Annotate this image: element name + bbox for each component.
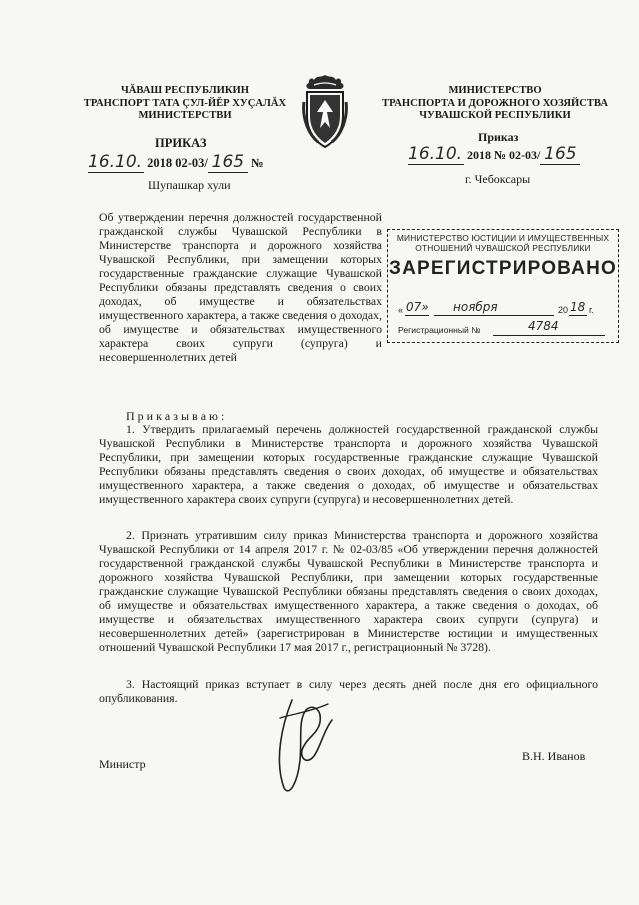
right-number-text: 2018 № 02-03/ bbox=[467, 148, 541, 162]
right-date-handwritten: 16.10. bbox=[408, 144, 463, 164]
stamp-year-prefix: 20 bbox=[558, 305, 569, 315]
paragraph-3: 3. Настоящий приказ вступает в силу через десять дней после дня его официального опубликования. bbox=[99, 677, 598, 705]
signer-name: В.Н. Иванов bbox=[522, 749, 586, 763]
left-number-text: 2018 02-03/ bbox=[147, 156, 208, 170]
stamp-reg-line bbox=[493, 335, 605, 336]
left-number-handwritten: 165 bbox=[208, 152, 248, 173]
stamp-day-line bbox=[405, 315, 429, 316]
left-number-sign: № bbox=[251, 156, 264, 170]
stamp-year-suffix: г. bbox=[589, 305, 594, 315]
right-number-handwritten: 165 bbox=[540, 144, 580, 165]
header-right bbox=[380, 85, 610, 123]
stamp-month: ноября bbox=[453, 300, 498, 314]
signature-mark bbox=[262, 690, 342, 800]
header-left bbox=[70, 85, 300, 123]
right-order-number bbox=[408, 144, 580, 165]
stamp-year: 18 bbox=[570, 300, 586, 314]
coat-of-arms-emblem bbox=[300, 72, 350, 152]
signer-position: Министр bbox=[99, 757, 146, 771]
left-order-title: ПРИКАЗ bbox=[155, 136, 207, 150]
document-title-block: Об утверждении перечня должностей государственной гражданской службы Чувашской Республики в Министерстве транспорта и дорожного хозяйства Чувашской Республики, при замещении которых государственные гражданские служащие Чувашской Республики обязаны представлять сведения о своих доходах, об имуществе и обязательствах имущественного характера, а также сведения о доходах, об имуществе и обязательствах имущественного характера своих супруги (супруга) и несовершеннолетних детей bbox=[99, 210, 382, 364]
left-city: Шупашкар хули bbox=[148, 178, 231, 192]
registration-stamp bbox=[387, 229, 619, 343]
paragraph-2: 2. Признать утратившим силу приказ Министерства транспорта и дорожного хозяйства Чувашской Республики от 14 апреля 2017 г. № 02-03/85 «Об утверждении перечня должностей государственной гражданской службы Чувашской Республики в Министерстве транспорта и дорожного хозяйства Чувашской Республики, при замещении которых государственные гражданские служащие Чувашской Республики обязаны представлять сведения о своих доходах, об имуществе и обязательствах имущественного характера, а также сведения о доходах, об имуществе и обязательствах имущественного характера своих супруги (супруга) и несовершеннолетних детей» (зарегистрирован в Министерстве юстиции и имущественных отношений Чувашской Республики 17 мая 2017 г., регистрационный № 3728). bbox=[99, 528, 598, 654]
stamp-day-prefix: « bbox=[398, 305, 404, 315]
order-word: П р и к а з ы в а ю : bbox=[126, 409, 225, 423]
right-city: г. Чебоксары bbox=[465, 172, 531, 186]
stamp-reg-row bbox=[398, 319, 608, 338]
left-date-handwritten: 16.10. bbox=[88, 152, 143, 172]
paragraph-1: 1. Утвердить прилагаемый перечень должностей государственной гражданской службы Чувашской Республики в Министерстве транспорта и дорожного хозяйства Чувашской Республики, при замещении которых государственные гражданские служащие Чувашской Республики обязаны представлять сведения о своих доходах, об имуществе и обязательствах имущественного характера, а также сведения о доходах, об имуществе и обязательствах имущественного характера своих супруги (супруга) и несовершеннолетних детей. bbox=[99, 422, 598, 506]
stamp-reg-label: Регистрационный № bbox=[398, 325, 481, 335]
stamp-date-row bbox=[398, 302, 608, 318]
stamp-day: 07» bbox=[406, 300, 429, 314]
stamp-title: ЗАРЕГИСТРИРОВАНО bbox=[389, 258, 617, 279]
header-right-line3: ЧУВАШСКОЙ РЕСПУБЛИКИ bbox=[419, 110, 571, 121]
stamp-organization: МИНИСТЕРСТВО ЮСТИЦИИ И ИМУЩЕСТВЕННЫХ ОТНОШЕНИЙ ЧУВАШСКОЙ РЕСПУБЛИКИ bbox=[396, 233, 610, 253]
header-left-line2: ТРАНСПОРТ ТАТА ÇУЛ-ЙĔР ХУÇАЛĂХ bbox=[83, 97, 287, 109]
header-left-line1: ЧĂВАШ РЕСПУБЛИКИН bbox=[121, 85, 249, 96]
header-right-line2: ТРАНСПОРТА И ДОРОЖНОГО ХОЗЯЙСТВА bbox=[382, 97, 608, 109]
stamp-year-line bbox=[569, 315, 587, 316]
right-order-title: Приказ bbox=[478, 130, 519, 144]
stamp-reg-number: 4784 bbox=[528, 319, 559, 333]
stamp-month-line bbox=[434, 315, 554, 316]
header-left-line3: МИНИСТЕРСТВИ bbox=[138, 110, 232, 121]
left-order-number bbox=[88, 152, 264, 173]
header-right-line1: МИНИСТЕРСТВО bbox=[448, 85, 542, 96]
